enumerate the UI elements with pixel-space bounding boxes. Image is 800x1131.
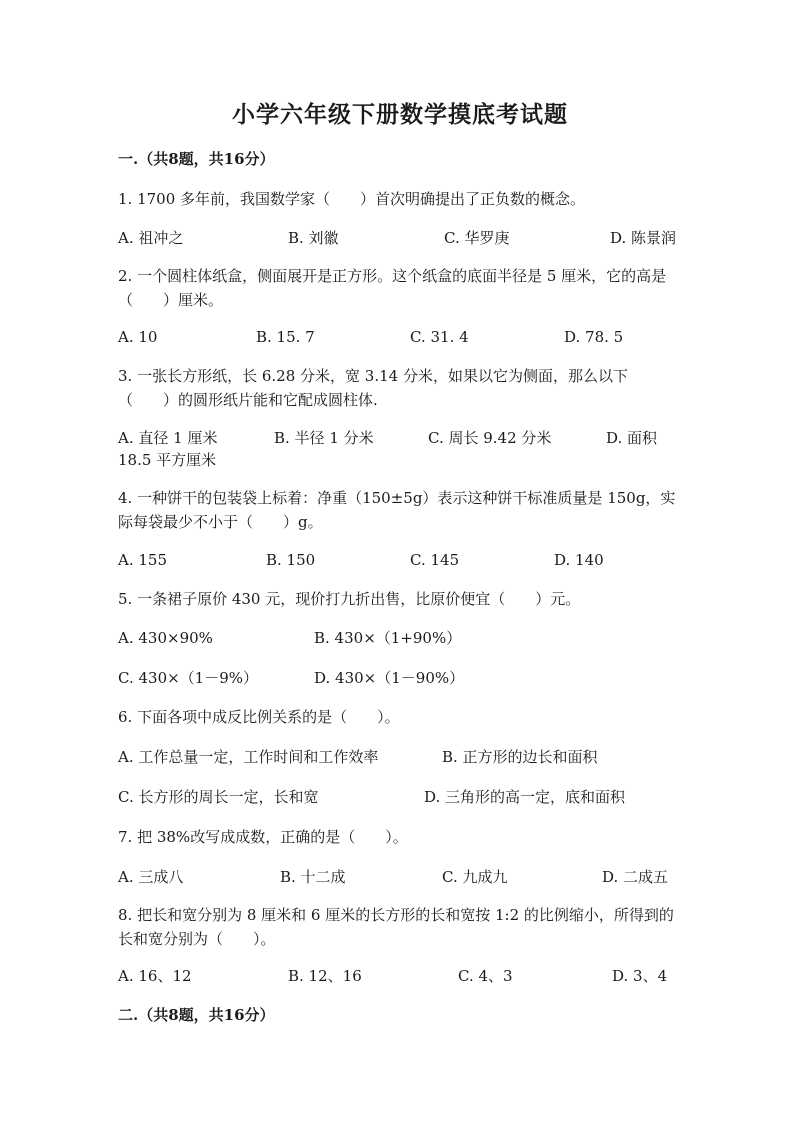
question-5-options-row1 — [118, 626, 698, 650]
option-d[interactable]: D. 140 — [554, 551, 604, 569]
question-1-options — [118, 226, 698, 250]
option-a[interactable]: A. 10 — [118, 328, 158, 346]
option-a[interactable]: A. 工作总量一定，工作时间和工作效率 — [118, 748, 379, 766]
option-d[interactable]: D. 面积 — [606, 429, 658, 447]
option-a[interactable]: A. 16、12 — [118, 967, 192, 985]
option-a[interactable]: A. 祖冲之 — [118, 229, 184, 247]
option-d[interactable]: D. 三角形的高一定，底和面积 — [424, 788, 626, 806]
question-5-options-row2 — [118, 666, 698, 690]
option-a[interactable]: A. 直径 1 厘米 — [118, 429, 218, 447]
page-title: 小学六年级下册数学摸底考试题 — [232, 101, 568, 128]
option-d[interactable]: D. 陈景润 — [610, 229, 677, 247]
option-b[interactable]: B. 150 — [266, 551, 316, 569]
question-1: 1. 1700 多年前，我国数学家（ ）首次明确提出了正负数的概念。 — [118, 190, 586, 208]
question-7-options — [118, 865, 698, 889]
question-4-options — [118, 548, 698, 572]
option-c[interactable]: C. 周长 9.42 分米 — [428, 429, 552, 447]
question-5: 5. 一条裙子原价 430 元，现价打九折出售，比原价便宜（ ）元。 — [118, 590, 581, 608]
option-b[interactable]: B. 正方形的边长和面积 — [442, 748, 598, 766]
question-8-options — [118, 964, 698, 988]
option-b[interactable]: B. 十二成 — [280, 868, 346, 886]
option-c[interactable]: C. 九成九 — [442, 868, 508, 886]
option-c[interactable]: C. 430×（1－9%） — [118, 669, 259, 687]
option-b[interactable]: B. 12、16 — [288, 967, 362, 985]
question-6: 6. 下面各项中成反比例关系的是（ ）。 — [118, 708, 400, 726]
question-7: 7. 把 38%改写成成数，正确的是（ ）。 — [118, 828, 408, 846]
option-d[interactable]: D. 78. 5 — [564, 328, 624, 346]
question-6-options-row1 — [118, 745, 698, 769]
question-3-options — [118, 426, 698, 450]
option-a[interactable]: A. 三成八 — [118, 868, 184, 886]
option-a[interactable]: A. 155 — [118, 551, 167, 569]
section-heading-2: 二.（共8题，共16分） — [118, 1006, 275, 1024]
option-d[interactable]: D. 430×（1－90%） — [314, 669, 465, 687]
option-b[interactable]: B. 430×（1+90%） — [314, 629, 462, 647]
question-2-options — [118, 325, 698, 349]
option-d[interactable]: D. 二成五 — [602, 868, 669, 886]
option-c[interactable]: C. 145 — [410, 551, 460, 569]
option-c[interactable]: C. 华罗庚 — [444, 229, 510, 247]
option-d-continued: 18.5 平方厘米 — [118, 451, 217, 469]
section-heading-1: 一.（共8题，共16分） — [118, 150, 275, 168]
option-c[interactable]: C. 31. 4 — [410, 328, 469, 346]
question-3: 3. 一张长方形纸，长 6.28 分米，宽 3.14 分米，如果以它为侧面，那么以下（ ）的圆形纸片能和它配成圆柱体. — [118, 367, 628, 409]
option-a[interactable]: A. 430×90% — [118, 629, 213, 647]
option-b[interactable]: B. 15. 7 — [256, 328, 315, 346]
option-b[interactable]: B. 刘徽 — [288, 229, 339, 247]
question-6-options-row2 — [118, 785, 698, 809]
question-4: 4. 一种饼干的包装袋上标着：净重（150±5g）表示这种饼干标准质量是 150g，实际每袋最少不小于（ ）g。 — [118, 489, 676, 531]
option-c[interactable]: C. 长方形的周长一定，长和宽 — [118, 788, 319, 806]
option-d[interactable]: D. 3、4 — [612, 967, 668, 985]
question-8: 8. 把长和宽分别为 8 厘米和 6 厘米的长方形的长和宽按 1:2 的比例缩小，所得到的长和宽分别为（ ）。 — [118, 906, 674, 948]
option-b[interactable]: B. 半径 1 分米 — [274, 429, 374, 447]
option-c[interactable]: C. 4、3 — [458, 967, 513, 985]
question-2: 2. 一个圆柱体纸盒，侧面展开是正方形。这个纸盒的底面半径是 5 厘米，它的高是（ ）厘米。 — [118, 267, 667, 309]
